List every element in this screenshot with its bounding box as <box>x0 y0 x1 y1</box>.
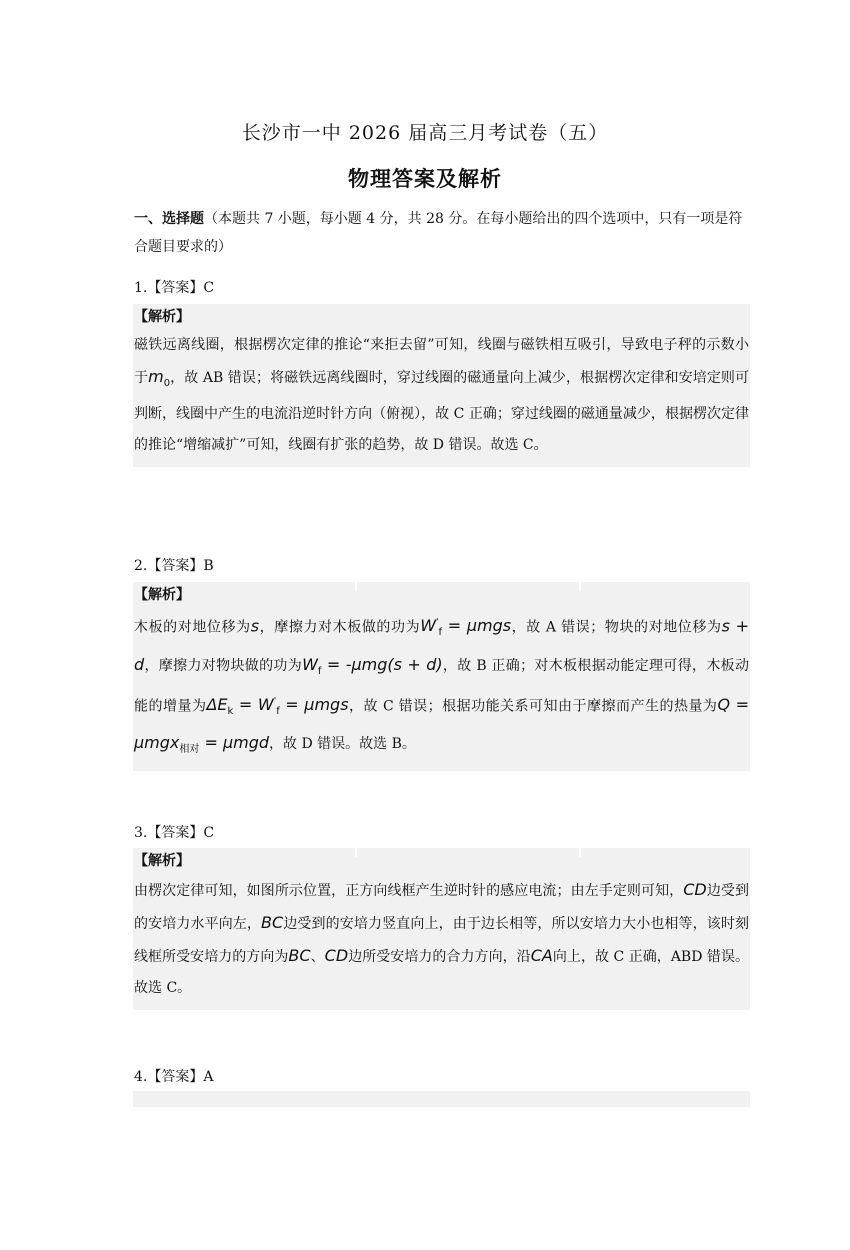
explanation-label-3: 【解析】 <box>134 853 190 869</box>
text-segment: ，故 D 错误。故选 B。 <box>269 736 416 753</box>
formula-cd: CD <box>683 880 707 899</box>
divider <box>579 582 581 591</box>
text-segment: 边所受安培力的合力方向，沿 <box>348 949 531 965</box>
formula-work-block: $W_f = -\mu mg(s + d)$ <box>302 654 443 677</box>
explanation-text-3 <box>133 874 750 1010</box>
answer-4: 4.【答案】A <box>134 1069 214 1085</box>
text-segment: ，摩擦力对木板做的功为 <box>259 619 421 636</box>
answer-1: 1.【答案】C <box>134 280 215 296</box>
formula-work-board: $W'_f = \mu mgs$ <box>420 616 512 639</box>
text-segment: 、 <box>310 949 325 965</box>
divider <box>355 582 357 591</box>
formula-heat: Q = μmgx$_{相对}$ = μmgd <box>134 695 750 756</box>
divider <box>579 848 581 857</box>
formula-bc: BC <box>261 913 284 932</box>
explanation-block-2 <box>133 582 750 771</box>
formula-kinetic-energy: $\Delta E_k = W'_f = \mu mgs$ <box>206 695 349 718</box>
answer-2: 2.【答案】B <box>134 558 214 574</box>
text-segment: 边受到的安培力竖直向上，由于边长相等，所以安培力大小也相等，该时刻线框所受安培力的方向为 <box>134 916 750 965</box>
explanation-label-1: 【解析】 <box>134 309 190 325</box>
text-segment: 由楞次定律可知，如图所示位置，正方向线框产生逆时针的感应电流；由左手定则可知， <box>134 883 684 899</box>
explanation-block-3 <box>133 848 750 1010</box>
divider <box>355 848 357 857</box>
text-segment: ，故 C 错误；根据功能关系可知由于摩擦而产生的热量为 <box>348 698 718 715</box>
text-segment: ，摩擦力对物块做的功为 <box>144 657 303 674</box>
section-heading <box>134 205 754 261</box>
formula-bc: BC <box>288 946 311 965</box>
formula-ca: CA <box>530 946 553 965</box>
explanation-block-4 <box>133 1091 750 1107</box>
formula-s: s <box>250 616 260 636</box>
text-segment: ，故 B 正确；对木板根据动能定理可得，木板动能的增量为 <box>134 657 749 715</box>
explanation-block-1 <box>133 304 750 467</box>
formula-cd: CD <box>324 946 349 965</box>
formula-s-plus-d: s + d <box>134 616 750 674</box>
text-segment: 边受到的安培力水平向左， <box>134 883 750 932</box>
section-description: （本题共 7 小题，每小题 4 分，共 28 分。在每小题给出的四个选项中，只有一项是符合题目要求的） <box>134 211 743 255</box>
text-segment: 木板的对地位移为 <box>134 619 251 636</box>
text-segment: 向上，故 C 正确，ABD 错误。故选 C。 <box>134 949 750 996</box>
explanation-label-2: 【解析】 <box>134 587 190 603</box>
section-title: 一、选择题 <box>134 211 204 227</box>
text-segment: ，故 AB 错误；将磁铁远离线圈时，穿过线圈的磁通量向上减少，根据楞次定律和安培定则可判断，线圈中产生的电流沿逆时针方向（俯视），故 C 正确；穿过线圈的磁通量减少，根据楞次定律的推论“增缩减扩”可知，线圈有扩张的趋势，故 D 错误。故选 C。 <box>134 370 750 454</box>
exam-subtitle: 物理答案及解析 <box>348 166 502 191</box>
text-segment: 磁铁远离线圈，根据楞次定律的推论“来拒去留”可知，线圈与磁铁相互吸引，导致电子秤的示数小于 <box>134 337 749 386</box>
explanation-text-1 <box>133 330 750 467</box>
text-segment: ，故 A 错误；物块的对地位移为 <box>511 619 722 636</box>
exam-title: 长沙市一中 2026 届高三月考试卷（五） <box>241 122 609 144</box>
answer-3: 3.【答案】C <box>134 825 215 841</box>
formula-m0: $m_0$ <box>148 367 171 390</box>
explanation-text-2 <box>133 608 750 771</box>
